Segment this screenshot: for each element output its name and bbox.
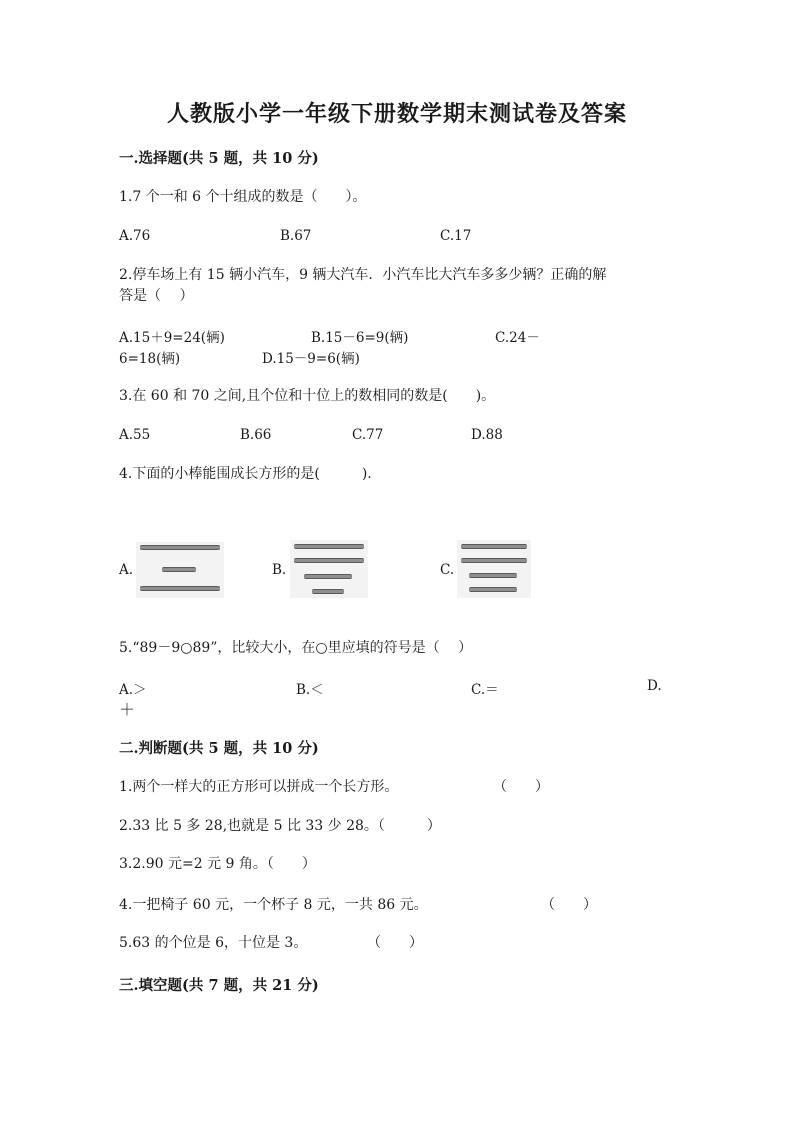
question-5: 5.“89－9○89”，比较大小，在○里应填的符号是（ ） <box>119 640 473 656</box>
q2-option-a: A.15＋9=24(辆) <box>119 330 225 346</box>
q5-option-d-part1: D. <box>647 678 662 694</box>
question-3: 3.在 60 和 70 之间,且个位和十位上的数相同的数是( )。 <box>119 388 496 404</box>
q4-option-c-label: C. <box>440 562 455 578</box>
q1-option-a: A.76 <box>119 228 151 244</box>
judgment-item-3: 3.2.90 元=2 元 9 角。（ ） <box>119 856 316 872</box>
q2-option-b: B.15－6=9(辆) <box>311 330 409 346</box>
q5-option-c: C.＝ <box>471 682 499 698</box>
q2-option-c-part1: C.24－ <box>495 330 540 346</box>
section-heading-choice: 一.选择题(共 5 题，共 10 分) <box>119 150 319 167</box>
q3-option-d: D.88 <box>471 427 503 443</box>
question-2-line1: 2.停车场上有 15 辆小汽车，9 辆大汽车．小汽车比大汽车多多少辆？正确的解 <box>119 267 607 283</box>
judgment-item-5: 5.63 的个位是 6，十位是 3。 <box>119 935 308 951</box>
stick <box>140 586 220 591</box>
stick <box>140 545 220 550</box>
page-title: 人教版小学一年级下册数学期末测试卷及答案 <box>166 101 627 127</box>
q3-option-b: B.66 <box>240 427 272 443</box>
stick <box>469 587 517 592</box>
q5-option-d-part2: ＋ <box>119 700 136 719</box>
judgment-item-1: 1.两个一样大的正方形可以拼成一个长方形。 <box>119 779 399 795</box>
q1-option-c: C.17 <box>440 228 472 244</box>
q4-option-b-sticks-image <box>290 540 368 598</box>
question-2-line2: 答是（ ） <box>119 288 194 304</box>
judgment-item-4: 4.一把椅子 60 元，一个杯子 8 元，一共 86 元。 <box>119 897 428 913</box>
q4-option-a-sticks-image <box>136 542 224 598</box>
stick <box>461 558 527 563</box>
stick <box>312 589 344 594</box>
stick <box>162 567 196 572</box>
q2-option-d: D.15－9=6(辆) <box>262 351 360 367</box>
judgment-item-4-paren: （ ） <box>541 897 597 913</box>
judgment-item-2: 2.33 比 5 多 28,也就是 5 比 33 少 28。（ ） <box>119 818 441 834</box>
stick <box>469 573 517 578</box>
question-4: 4.下面的小棒能围成长方形的是( ). <box>119 466 372 482</box>
question-1: 1.7 个一和 6 个十组成的数是（ ）。 <box>119 189 367 205</box>
q1-option-b: B.67 <box>280 228 312 244</box>
judgment-item-5-paren: （ ） <box>367 935 423 951</box>
section-heading-judgment: 二.判断题(共 5 题，共 10 分) <box>119 740 319 757</box>
q3-option-a: A.55 <box>119 427 151 443</box>
stick <box>461 544 527 549</box>
q4-option-a-label: A. <box>119 562 134 578</box>
q5-option-a: A.＞ <box>119 682 147 698</box>
q5-option-b: B.＜ <box>296 682 324 698</box>
section-heading-fill-in: 三.填空题(共 7 题，共 21 分) <box>119 977 319 994</box>
judgment-item-1-paren: （ ） <box>493 779 549 795</box>
stick <box>304 574 352 579</box>
stick <box>294 544 364 549</box>
stick <box>294 558 364 563</box>
q4-option-c-sticks-image <box>457 540 531 598</box>
q2-option-c-part2: 6=18(辆) <box>119 351 181 367</box>
q4-option-b-label: B. <box>272 562 287 578</box>
q3-option-c: C.77 <box>352 427 384 443</box>
